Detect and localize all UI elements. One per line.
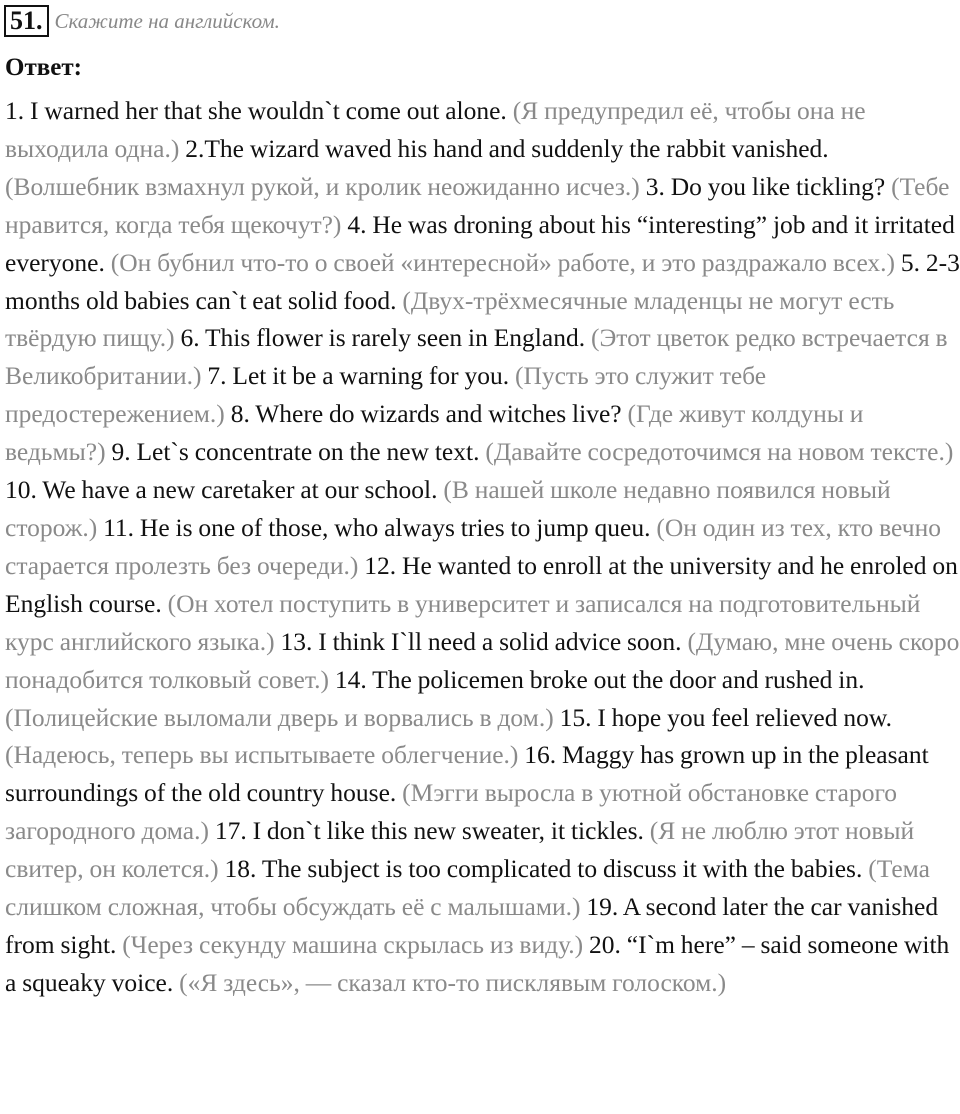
item-ru: (Волшебник взмахнул рукой, и кролик неожиданно исчез.) [5, 171, 640, 201]
item-ru: (Мэгги выросла в уютной обстановке старого загородного дома.) [5, 778, 898, 846]
item-en: 19. A second later the car vanished from sight. [5, 892, 939, 959]
item-en: 17. I don`t like this new sweater, it tickles. [214, 816, 644, 846]
item-ru: (Где живут колдуны и ведьмы?) [5, 399, 864, 467]
exercise-task: Скажите на английском. [54, 8, 280, 33]
item-en: 3. Do you like tickling? [645, 171, 886, 201]
item-ru: (Давайте сосредоточимся на новом тексте.) [485, 437, 954, 467]
item-en: 8. Where do wizards and witches live? [230, 399, 622, 429]
item-en: 13. I think I`ll need a solid advice soon. [280, 626, 682, 656]
item-ru: (Я предупредил её, чтобы она не выходила одна.) [5, 96, 866, 163]
item-en: 20. “I`m here” – said someone with a squeaky voice. [5, 929, 950, 997]
item-ru: (Думаю, мне очень скоро понадобится толковый совет.) [5, 626, 960, 694]
item-en: 12. He wanted to enroll at the university and he enroled on English course. [5, 550, 958, 618]
item-ru: (Надеюсь, теперь вы испытываете облегчение.) [5, 740, 519, 770]
item-en: 10. We have a new caretaker at our school. [5, 475, 438, 505]
item-en: 15. I hope you feel relieved now. [559, 702, 892, 732]
item-en: 18. The subject is too complicated to discuss it with the babies. [224, 854, 863, 884]
item-ru: (Полицейские выломали дверь и ворвались в дом.) [5, 702, 554, 732]
item-ru: (Пусть это служит тебе предостережением.) [5, 361, 767, 429]
item-ru: (В нашей школе недавно появился новый сторож.) [5, 475, 891, 542]
item-en: 14. The policemen broke out the door and rushed in. [334, 664, 865, 694]
item-ru: (Через секунду машина скрылась из виду.) [122, 929, 584, 959]
item-ru: («Я здесь», — сказал кто-то писклявым голоском.) [179, 967, 727, 997]
item-ru: (Он хотел поступить в университет и записался на подготовительный курс английского языка.) [5, 588, 921, 656]
item-ru: (Тема слишком сложная, чтобы обсуждать её с малышами.) [5, 854, 930, 922]
item-ru: (Двух-трёхмесячные младенцы не могут есть твёрдую пищу.) [5, 285, 895, 353]
item-ru: (Он один из тех, кто вечно старается пролезть без очереди.) [5, 512, 941, 580]
item-en: 16. Maggy has grown up in the pleasant surroundings of the old country house. [5, 740, 929, 808]
item-en: 2.The wizard waved his hand and suddenly the rabbit vanished. [185, 133, 829, 163]
item-ru: (Этот цветок редко встречается в Великобритании.) [5, 323, 948, 391]
exercise-number: 51. [4, 5, 49, 37]
item-en: 1. I warned her that she wouldn`t come out alone. [5, 96, 507, 125]
item-en: 7. Let it be a warning for you. [207, 361, 510, 391]
answer-label: Ответ: [5, 54, 82, 81]
item-en: 4. He was droning about his “interesting” job and it irritated everyone. [5, 209, 955, 277]
item-ru: (Я не люблю этот новый свитер, он колется.) [5, 816, 915, 884]
answer-text [5, 92, 960, 1002]
item-en: 6. This flower is rarely seen in England. [180, 323, 586, 353]
item-en: 11. He is one of those, who always tries to jump queu. [103, 512, 651, 542]
exercise-header [4, 4, 280, 38]
item-en: 5. 2-3 months old babies can`t eat solid food. [5, 247, 960, 315]
item-ru: (Он бубнил что-то о своей «интересной» работе, и это раздражало всех.) [110, 247, 896, 277]
item-en: 9. Let`s concentrate on the new text. [111, 437, 480, 467]
item-ru: (Тебе нравится, когда тебя щекочут?) [5, 171, 950, 239]
